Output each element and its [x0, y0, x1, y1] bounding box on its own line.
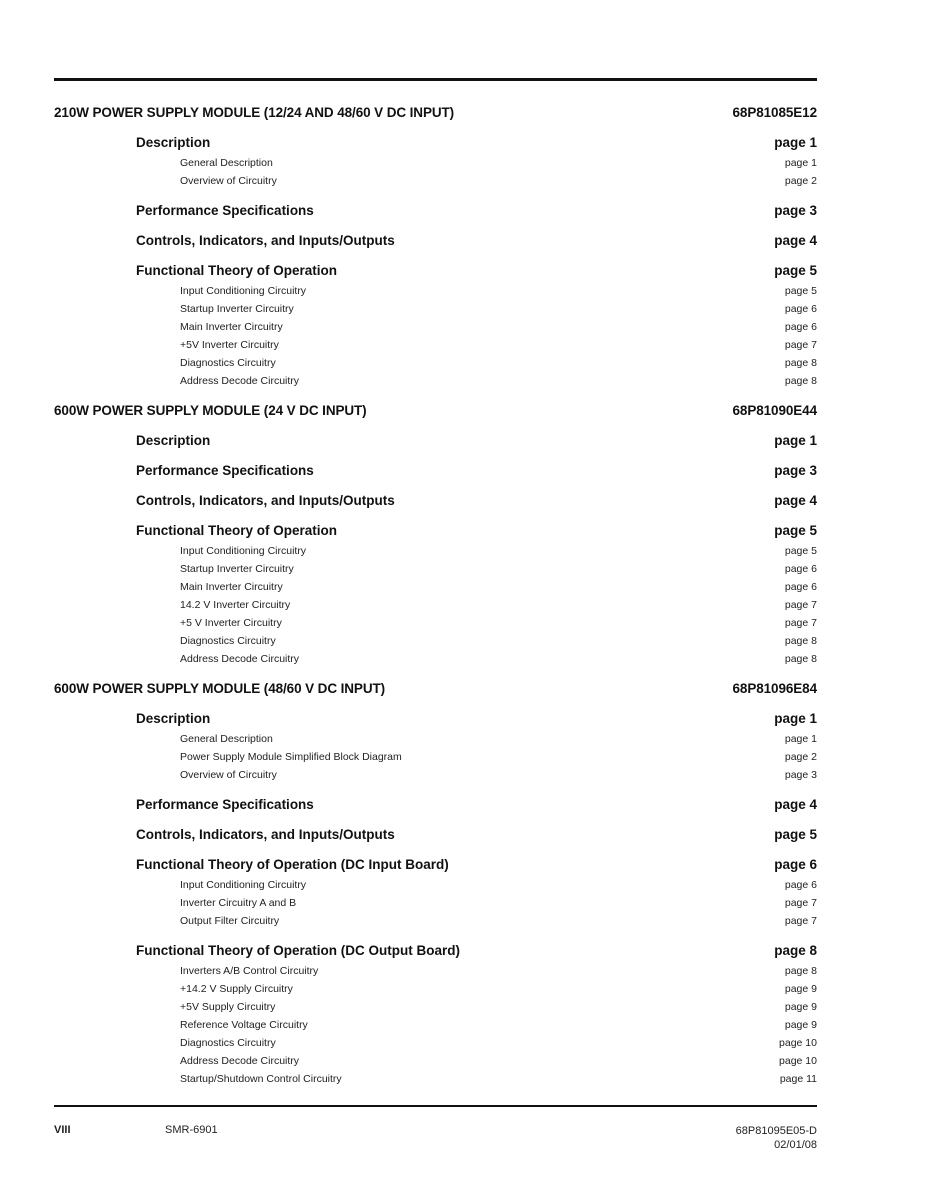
- toc-section-entry-title: Functional Theory of Operation: [136, 523, 338, 538]
- toc-section-entry-page: page 3: [774, 463, 817, 478]
- toc-section-entry-title: Functional Theory of Operation (DC Output Board): [136, 943, 460, 958]
- toc-subsection-entry-title: +5V Inverter Circuitry: [180, 339, 279, 351]
- page-number: VIII: [54, 1124, 71, 1136]
- toc-subsection-entry-page: page 7: [784, 339, 817, 351]
- toc-subsection-entry-page: page 8: [784, 375, 817, 387]
- toc-subsection-entry-title: Power Supply Module Simplified Block Diagram: [180, 751, 402, 763]
- toc-subsection-entry-title: General Description: [180, 157, 273, 169]
- toc-section-entry-page: page 5: [774, 263, 817, 278]
- toc-subsection-entry[interactable]: [180, 730, 817, 748]
- toc-subsection-entry-title: Address Decode Circuitry: [180, 375, 300, 387]
- toc-subsection-entry-page: page 5: [784, 285, 817, 297]
- toc-subsection-entry-page: page 11: [779, 1073, 817, 1085]
- toc-section-entry[interactable]: [136, 432, 817, 450]
- document-info: [736, 1124, 817, 1152]
- toc-section-entry-page: page 5: [774, 523, 817, 538]
- toc-subsection-entry-page: page 8: [784, 357, 817, 369]
- toc-subsection-entry[interactable]: [180, 1016, 817, 1034]
- toc-subsection-entry-title: General Description: [180, 733, 273, 745]
- toc-subsection-entry[interactable]: [180, 980, 817, 998]
- toc-subsection-entry[interactable]: [180, 962, 817, 980]
- toc-section-entry-title: Performance Specifications: [136, 203, 314, 218]
- toc-subsection-entry-page: page 5: [784, 545, 817, 557]
- toc-subsection-entry[interactable]: [180, 372, 817, 390]
- toc-subsection-entry-title: Startup Inverter Circuitry: [180, 563, 294, 575]
- toc-subsection-entry[interactable]: [180, 318, 817, 336]
- toc-module-entry-page: 68P81085E12: [732, 105, 817, 120]
- toc-section-entry-page: page 6: [774, 857, 817, 872]
- toc-section-entry[interactable]: [136, 232, 817, 250]
- toc-subsection-entry-page: page 7: [784, 915, 817, 927]
- toc-subsection-entry-title: Inverter Circuitry A and B: [180, 897, 297, 909]
- toc-subsection-entry[interactable]: [180, 894, 817, 912]
- toc-subsection-entry-page: page 7: [784, 599, 817, 611]
- toc-subsection-entry[interactable]: [180, 766, 817, 784]
- toc-subsection-entry[interactable]: [180, 650, 817, 668]
- toc-module-entry-page: 68P81090E44: [732, 403, 817, 418]
- toc-section-entry[interactable]: [136, 134, 817, 152]
- toc-subsection-entry-page: page 9: [784, 1019, 817, 1031]
- toc-subsection-entry-title: Overview of Circuitry: [180, 175, 277, 187]
- toc-subsection-entry[interactable]: [180, 154, 817, 172]
- document-date: 02/01/08: [774, 1139, 817, 1151]
- toc-subsection-entry[interactable]: [180, 998, 817, 1016]
- toc-section-entry-title: Functional Theory of Operation (DC Input Board): [136, 857, 449, 872]
- toc-subsection-entry-title: Inverters A/B Control Circuitry: [180, 965, 319, 977]
- toc-subsection-entry[interactable]: [180, 876, 817, 894]
- toc-subsection-entry-title: Main Inverter Circuitry: [180, 321, 283, 333]
- toc-subsection-entry-title: Startup/Shutdown Control Circuitry: [180, 1073, 342, 1085]
- toc-subsection-entry-title: Address Decode Circuitry: [180, 1055, 300, 1067]
- toc-subsection-entry[interactable]: [180, 596, 817, 614]
- toc-subsection-entry-title: +14.2 V Supply Circuitry: [180, 983, 293, 995]
- toc-section-entry[interactable]: [136, 522, 817, 540]
- toc-subsection-entry-title: Reference Voltage Circuitry: [180, 1019, 308, 1031]
- toc-subsection-entry[interactable]: [180, 614, 817, 632]
- toc-subsection-entry[interactable]: [180, 542, 817, 560]
- toc-section-entry[interactable]: [136, 796, 817, 814]
- toc-module-entry[interactable]: [54, 680, 817, 698]
- toc-subsection-entry-title: Overview of Circuitry: [180, 769, 277, 781]
- toc-section-entry-title: Performance Specifications: [136, 797, 314, 812]
- toc-subsection-entry-title: Startup Inverter Circuitry: [180, 303, 294, 315]
- toc-section-entry-title: Description: [136, 711, 211, 726]
- toc-subsection-entry[interactable]: [180, 354, 817, 372]
- toc-subsection-entry[interactable]: [180, 632, 817, 650]
- toc-subsection-entry[interactable]: [180, 560, 817, 578]
- toc-section-entry-page: page 1: [774, 433, 817, 448]
- table-of-contents: [54, 104, 817, 1088]
- toc-module-entry[interactable]: [54, 104, 817, 122]
- toc-subsection-entry-title: +5 V Inverter Circuitry: [180, 617, 282, 629]
- toc-subsection-entry-page: page 2: [784, 751, 817, 763]
- toc-subsection-entry[interactable]: [180, 300, 817, 318]
- toc-subsection-entry-page: page 6: [784, 321, 817, 333]
- toc-section-entry-title: Functional Theory of Operation: [136, 263, 338, 278]
- toc-subsection-entry[interactable]: [180, 336, 817, 354]
- toc-subsection-entry-page: page 6: [784, 581, 817, 593]
- toc-section-entry-page: page 4: [774, 797, 817, 812]
- toc-section-entry-page: page 4: [774, 493, 817, 508]
- toc-subsection-entry-page: page 3: [784, 769, 817, 781]
- toc-subsection-entry-page: page 1: [784, 157, 817, 169]
- header-rule: [54, 78, 817, 81]
- toc-section-entry-title: Controls, Indicators, and Inputs/Outputs: [136, 493, 395, 508]
- footer-rule: [54, 1105, 817, 1107]
- toc-subsection-entry-page: page 7: [784, 897, 817, 909]
- toc-subsection-entry-title: +5V Supply Circuitry: [180, 1001, 276, 1013]
- toc-subsection-entry-title: Output Filter Circuitry: [180, 915, 280, 927]
- toc-subsection-entry[interactable]: [180, 172, 817, 190]
- toc-subsection-entry-page: page 8: [784, 965, 817, 977]
- toc-section-entry[interactable]: [136, 710, 817, 728]
- toc-subsection-entry[interactable]: [180, 1052, 817, 1070]
- toc-subsection-entry-title: Input Conditioning Circuitry: [180, 879, 307, 891]
- toc-subsection-entry-title: Address Decode Circuitry: [180, 653, 300, 665]
- toc-subsection-entry-page: page 10: [779, 1055, 817, 1067]
- toc-section-entry[interactable]: [136, 262, 817, 280]
- toc-subsection-entry-page: page 8: [784, 653, 817, 665]
- toc-subsection-entry-title: Diagnostics Circuitry: [180, 1037, 276, 1049]
- toc-module-entry-title: 210W POWER SUPPLY MODULE (12/24 AND 48/60 V DC INPUT): [54, 105, 455, 120]
- toc-section-entry-title: Description: [136, 433, 211, 448]
- toc-subsection-entry[interactable]: [180, 748, 817, 766]
- toc-section-entry-title: Description: [136, 135, 211, 150]
- toc-module-entry[interactable]: [54, 402, 817, 420]
- toc-section-entry-page: page 1: [774, 711, 817, 726]
- toc-section-entry-page: page 8: [774, 943, 817, 958]
- toc-module-entry-title: 600W POWER SUPPLY MODULE (24 V DC INPUT): [54, 403, 367, 418]
- toc-subsection-entry[interactable]: [180, 1034, 817, 1052]
- toc-subsection-entry-title: Main Inverter Circuitry: [180, 581, 283, 593]
- toc-subsection-entry-title: 14.2 V Inverter Circuitry: [180, 599, 291, 611]
- toc-section-entry-title: Controls, Indicators, and Inputs/Outputs: [136, 827, 395, 842]
- toc-subsection-entry[interactable]: [180, 578, 817, 596]
- toc-subsection-entry-page: page 9: [784, 983, 817, 995]
- toc-subsection-entry[interactable]: [180, 912, 817, 930]
- toc-section-entry-page: page 1: [774, 135, 817, 150]
- toc-subsection-entry-page: page 6: [784, 879, 817, 891]
- toc-section-entry[interactable]: [136, 942, 817, 960]
- toc-subsection-entry-page: page 7: [784, 617, 817, 629]
- toc-subsection-entry-page: page 2: [784, 175, 817, 187]
- toc-subsection-entry[interactable]: [180, 282, 817, 300]
- toc-section-entry[interactable]: [136, 462, 817, 480]
- toc-module-entry-title: 600W POWER SUPPLY MODULE (48/60 V DC INPUT): [54, 681, 386, 696]
- toc-subsection-entry-title: Diagnostics Circuitry: [180, 635, 276, 647]
- toc-subsection-entry-title: Diagnostics Circuitry: [180, 357, 276, 369]
- toc-section-entry-page: page 4: [774, 233, 817, 248]
- toc-section-entry-title: Performance Specifications: [136, 463, 314, 478]
- toc-subsection-entry-title: Input Conditioning Circuitry: [180, 545, 307, 557]
- toc-subsection-entry-page: page 6: [784, 563, 817, 575]
- document-id: 68P81095E05-D: [735, 1125, 817, 1137]
- toc-section-entry[interactable]: [136, 202, 817, 220]
- manual-id: SMR-6901: [165, 1124, 218, 1136]
- toc-subsection-entry-page: page 9: [784, 1001, 817, 1013]
- toc-section-entry-page: page 5: [774, 827, 817, 842]
- toc-section-entry[interactable]: [136, 492, 817, 510]
- toc-subsection-entry[interactable]: [180, 1070, 817, 1088]
- toc-section-entry[interactable]: [136, 826, 817, 844]
- toc-subsection-entry-page: page 10: [779, 1037, 817, 1049]
- toc-section-entry-page: page 3: [774, 203, 817, 218]
- toc-section-entry[interactable]: [136, 856, 817, 874]
- toc-subsection-entry-title: Input Conditioning Circuitry: [180, 285, 307, 297]
- toc-section-entry-title: Controls, Indicators, and Inputs/Outputs: [136, 233, 395, 248]
- toc-subsection-entry-page: page 8: [784, 635, 817, 647]
- toc-subsection-entry-page: page 1: [784, 733, 817, 745]
- toc-subsection-entry-page: page 6: [784, 303, 817, 315]
- toc-module-entry-page: 68P81096E84: [732, 681, 817, 696]
